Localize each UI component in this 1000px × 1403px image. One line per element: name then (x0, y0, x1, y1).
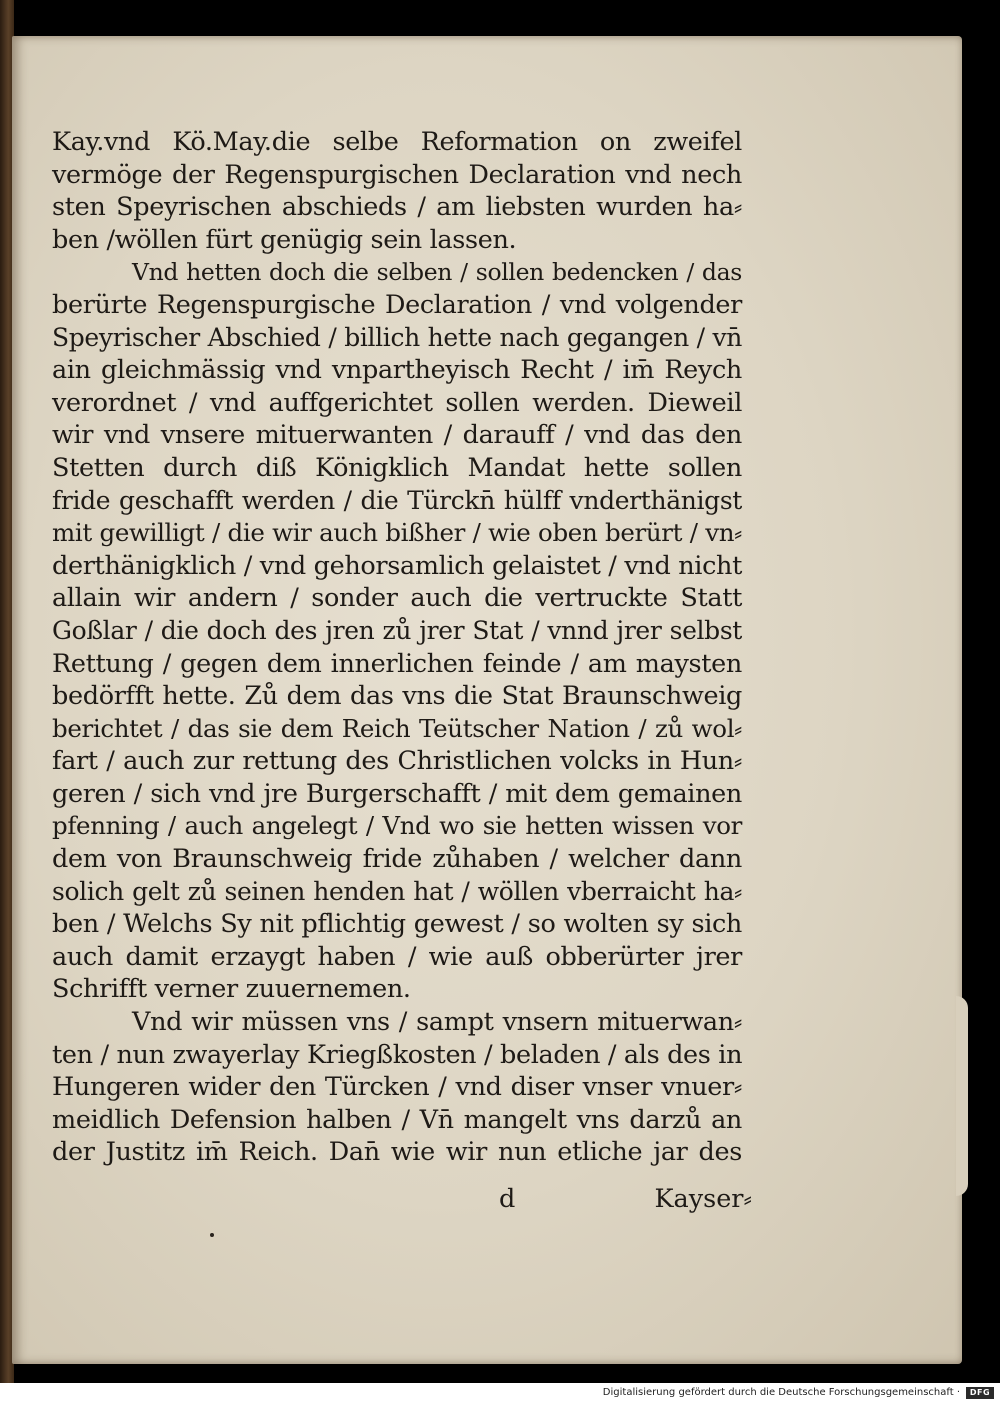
text-line: geren / sich vnd jre Burgerschafft / mit dem gemainen (52, 778, 742, 809)
text-line: berürte Regenspurgische Declaration / vnd volgender (52, 289, 742, 320)
text-line: fride geschafft werden / die Türckn̄ hülff vnderthänigst (52, 485, 742, 515)
text-line: Hungeren wider den Türcken / vnd diser vnser vnuer⸗ (52, 1072, 742, 1103)
text-line: meidlich Defension halben / Vn̄ mangelt vns darzů an (52, 1104, 742, 1135)
text-line: ain gleichmässig vnd vnpartheyisch Recht / im̄ Reych (52, 355, 742, 386)
text-line: Vnd wir müssen vns / sampt vnsern mituerwan⸗ (132, 1007, 742, 1038)
dfg-logo: DFG (966, 1387, 994, 1399)
signature-mark: d (499, 1184, 516, 1214)
text-line: auch damit erzaygt haben / wie auß obberürter jrer (52, 941, 742, 972)
text-line: pfenning / auch angelegt / Vnd wo sie hetten wissen vor (52, 811, 742, 841)
text-line: Schrifft verner zuuernemen. (52, 974, 411, 1005)
text-line: ben /wöllen fürt genügig sein lassen. (52, 224, 517, 255)
text-line: solich gelt zů seinen henden hat / wöllen vberraicht ha⸗ (52, 876, 742, 906)
text-line: vermöge der Regenspurgischen Declaration vnd nech (52, 159, 742, 190)
text-line: verordnet / vnd auffgerichtet sollen werden. Dieweil (52, 387, 742, 418)
text-line: mit gewilligt / die wir auch bißher / wie oben berürt / vn⸗ (52, 518, 742, 548)
text-line: Rettung / gegen dem innerlichen feinde / am maysten (52, 648, 742, 679)
page-bottom-marks (52, 1184, 752, 1218)
text-line: allain wir andern / sonder auch die vertruckte Statt (52, 583, 742, 614)
text-line: fart / auch zur rettung des Christlichen volcks in Hun⸗ (52, 746, 742, 777)
digitization-credit: Digitalisierung gefördert durch die Deutsche Forschungsgemeinschaft · (602, 1387, 960, 1398)
text-line: ben / Welchs Sy nit pflichtig gewest / so wolten sy sich (52, 909, 742, 940)
text-line: Speyrischer Abschied / billich hette nach gegangen / vn̄ (52, 322, 742, 352)
text-line: derthänigklich / vnd gehorsamlich gelaistet / vnd nicht (52, 550, 742, 581)
page-torn-edge (956, 996, 968, 1196)
text-line: sten Speyrischen abschieds / am liebsten wurden ha⸗ (52, 192, 742, 223)
text-line: bedörfft hette. Zů dem das vns die Stat Braunschweig (52, 681, 742, 712)
text-line: dem von Braunschweig fride zůhaben / welcher dann (52, 844, 742, 875)
ink-speck (210, 1233, 214, 1237)
text-line: Vnd hetten doch die selben / sollen bedencken / das (132, 258, 742, 287)
text-line: ten / nun zwayerlay Kriegßkosten / beladen / als des in (52, 1039, 743, 1070)
text-line: Kay.vnd Kö.May.die selbe Reformation on zweifel (52, 127, 742, 157)
book-page (12, 36, 962, 1364)
footer-bar (0, 1383, 1000, 1403)
text-line: Goßlar / die doch des jren zů jrer Stat / vnnd jrer selbst (52, 615, 742, 645)
text-line: der Justitz im̄ Reich. Dan̄ wie wir nun etliche jar des (52, 1137, 742, 1168)
text-line: Stetten durch diß Königklich Mandat hette sollen (52, 452, 742, 483)
text-line: berichtet / das sie dem Reich Teütscher Nation / zů wol⸗ (52, 713, 742, 743)
text-line: wir vnd vnsere mituerwanten / darauff / vnd das den (52, 420, 742, 451)
body-text (52, 126, 742, 1169)
catchword: Kayser⸗ (654, 1184, 752, 1214)
